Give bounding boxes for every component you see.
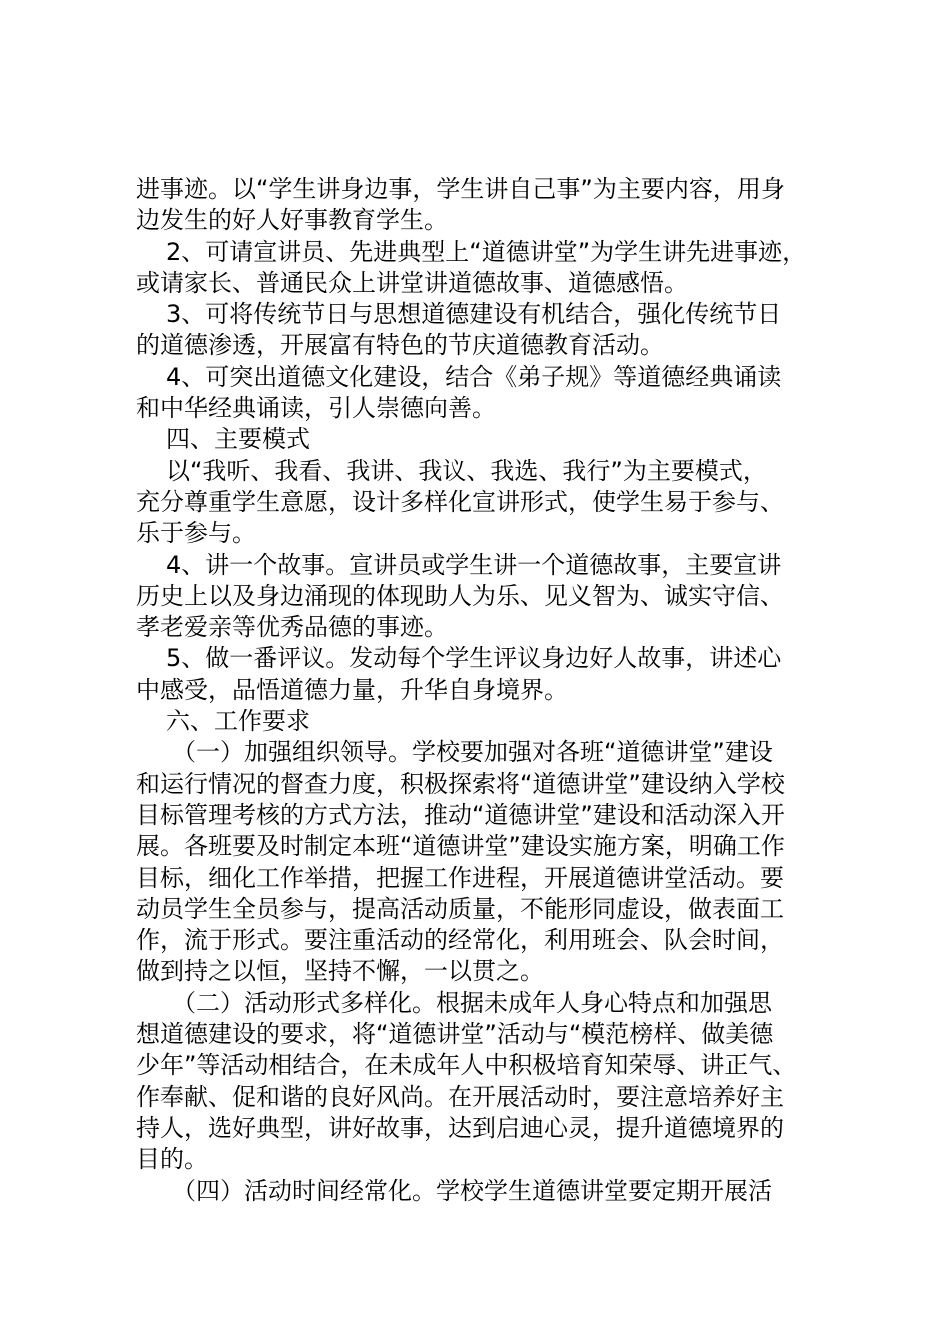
text-line: 边发生的好人好事教育学生。 (136, 206, 448, 235)
text-line: 2、可请宣讲员、先进典型上“道德讲堂”为学生讲先进事迹， (166, 237, 807, 266)
document-body (136, 174, 826, 1207)
text-line: 动员学生全员参与，提高活动质量，不能形同虚设，做表面工 (136, 894, 784, 923)
text-line: 和中华经典诵读，引人崇德向善。 (136, 394, 496, 423)
text-line: 目标，细化工作举措，把握工作进程，开展道德讲堂活动。要 (136, 863, 784, 892)
text-line: 中感受，品悟道德力量，升华自身境界。 (136, 675, 568, 704)
text-line: 展。各班要及时制定本班“道德讲堂”建设实施方案，明确工作 (136, 832, 785, 861)
text-line: 目的。 (136, 1145, 208, 1174)
text-line: 充分尊重学生意愿，设计多样化宣讲形式，使学生易于参与、 (136, 487, 784, 516)
text-line: 或请家长、普通民众上讲堂讲道德故事、道德感悟。 (136, 268, 688, 297)
text-line: 持人，选好典型，讲好故事，达到启迪心灵，提升道德境界的 (136, 1113, 784, 1142)
text-line: 和运行情况的督查力度，积极探索将“道德讲堂”建设纳入学校 (136, 769, 785, 798)
text-line: 乐于参与。 (136, 519, 256, 548)
text-line: （四）活动时间经常化。学校学生道德讲堂要定期开展活 (172, 1176, 772, 1205)
text-line: 作，流于形式。要注重活动的经常化，利用班会、队会时间， (136, 926, 784, 955)
section-heading: 六、工作要求 (166, 707, 310, 736)
text-line: 进事迹。以“学生讲身边事，学生讲自己事”为主要内容，用身 (136, 175, 785, 203)
text-line: 历史上以及身边涌现的体现助人为乐、见义智为、诚实守信、 (136, 581, 784, 610)
text-line: 想道德建设的要求，将“道德讲堂”活动与“模范榜样、做美德 (136, 1020, 774, 1049)
text-line: 目标管理考核的方式方法，推动“道德讲堂”建设和活动深入开 (136, 800, 785, 829)
text-line: 的道德渗透，开展富有特色的节庆道德教育活动。 (136, 331, 664, 360)
text-line: 3、可将传统节日与思想道德建设有机结合，强化传统节日 (166, 300, 782, 329)
section-heading: 四、主要模式 (166, 425, 310, 454)
text-line: 少年”等活动相结合，在未成年人中积极培育知荣辱、讲正气、 (136, 1051, 797, 1080)
text-line: 孝老爱亲等优秀品德的事迹。 (136, 613, 448, 642)
text-line: 4、讲一个故事。宣讲员或学生讲一个道德故事，主要宣讲 (166, 550, 782, 579)
text-line: 做到持之以恒，坚持不懈，一以贯之。 (136, 957, 544, 986)
text-line: 以“我听、我看、我讲、我议、我选、我行”为主要模式， (166, 456, 767, 485)
text-line: （一）加强组织领导。学校要加强对各班“道德讲堂”建设 (172, 738, 773, 767)
text-line: 4、可突出道德文化建设，结合《弟子规》等道德经典诵读 (166, 362, 782, 391)
text-line: 作奉献、促和谐的良好风尚。在开展活动时，要注意培养好主 (136, 1082, 784, 1111)
text-line: 5、做一番评议。发动每个学生评议身边好人故事，讲述心 (166, 644, 782, 673)
text-line: （二）活动形式多样化。根据未成年人身心特点和加强思 (172, 988, 772, 1017)
